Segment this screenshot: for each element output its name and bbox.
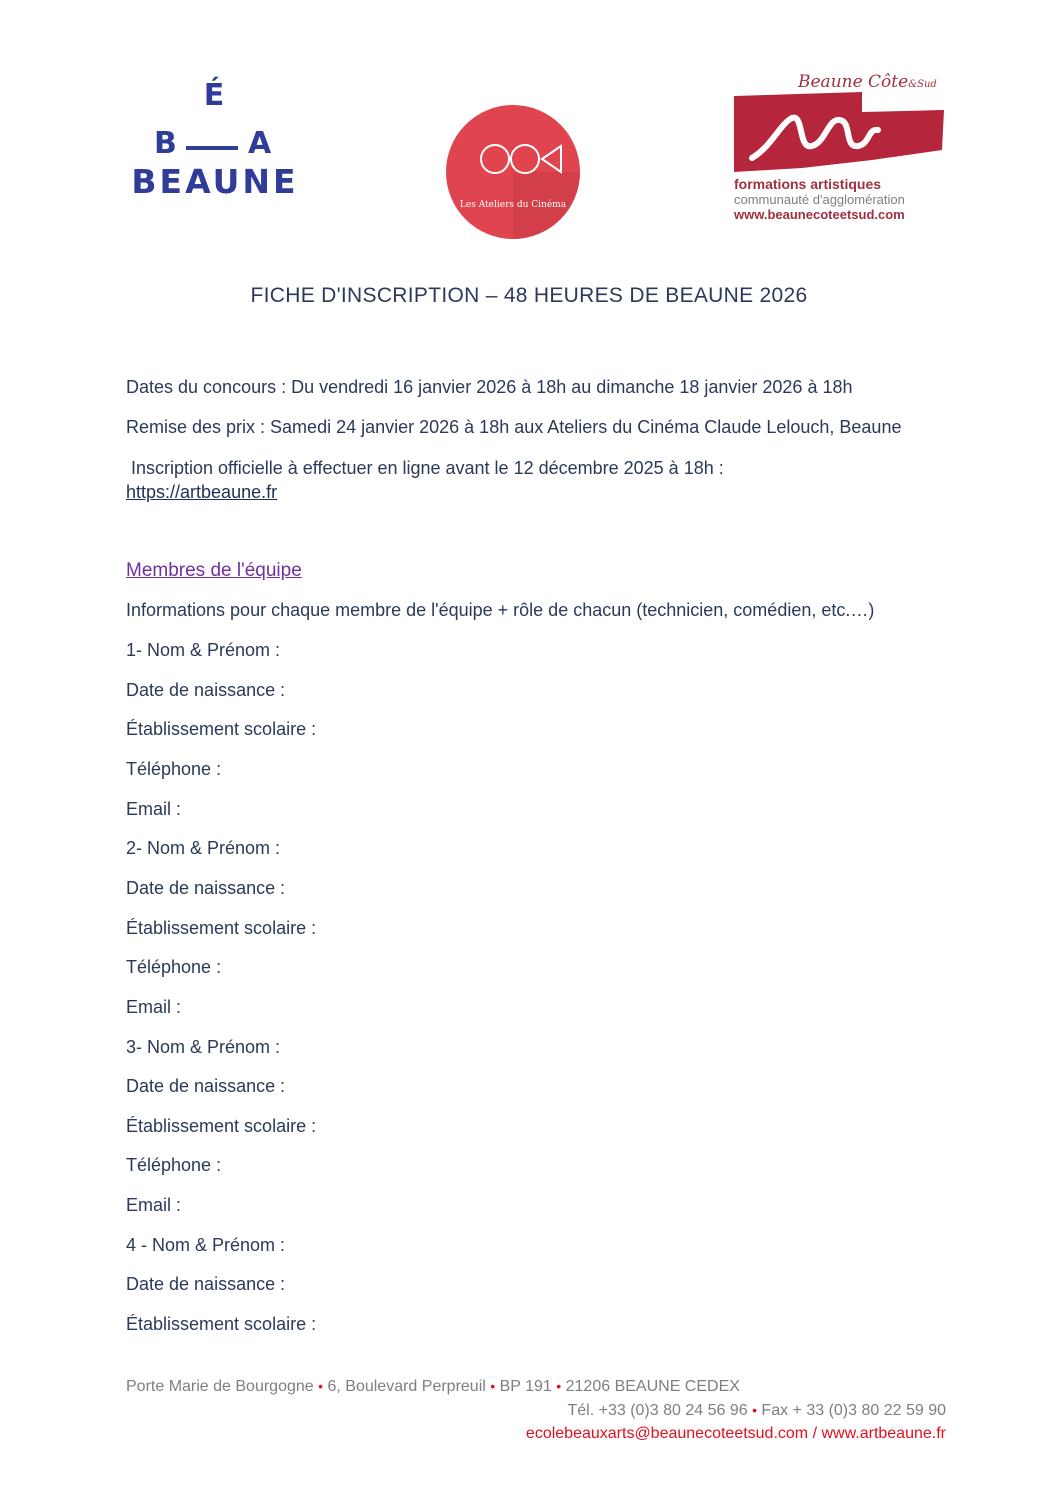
contest-dates: Dates du concours : Du vendredi 16 janvier 2026 à 18h au dimanche 18 janvier 2026 à 18h [126, 377, 853, 397]
bcs-line-3: www.beaunecoteetsud.com [734, 207, 905, 222]
footer-separator: / [812, 1425, 818, 1442]
bcs-brand-main: Beaune Côte [798, 72, 909, 92]
member-field-label: Date de naissance : [126, 1274, 286, 1294]
member-field-label: Établissement scolaire : [126, 719, 317, 739]
footer-tel: Tél. +33 (0)3 80 24 56 96 [567, 1402, 748, 1419]
member-field-label: Téléphone : [126, 1155, 222, 1175]
team-section-title: Membres de l'équipe [126, 560, 302, 581]
bcs-logo-graphic [732, 88, 947, 178]
footer-bullet-2: • [490, 1378, 496, 1394]
footer-web-link[interactable]: www.artbeaune.fr [821, 1425, 946, 1442]
member-field-label: Email : [126, 1195, 182, 1215]
footer-addr-4: 21206 BEAUNE CEDEX [565, 1378, 740, 1395]
prize-ceremony: Remise des prix : Samedi 24 janvier 2026 à 18h aux Ateliers du Cinéma Claude Lelouch, Beaune [126, 417, 902, 437]
member-field-label: Établissement scolaire : [126, 1314, 317, 1334]
member-field-label: Email : [126, 799, 182, 819]
member-field-label: Date de naissance : [126, 680, 286, 700]
footer-bullet-3: • [556, 1378, 562, 1394]
member-field-label: Téléphone : [126, 759, 222, 779]
footer-addr-2: 6, Boulevard Perpreuil [327, 1378, 486, 1395]
member-field-label: 4 - Nom & Prénom : [126, 1235, 286, 1255]
member-field-label: 2- Nom & Prénom : [126, 838, 281, 858]
eba-logo-accent: É [203, 78, 227, 113]
member-field-label: Date de naissance : [126, 1076, 286, 1096]
footer-address [126, 1378, 740, 1396]
eba-logo-a: A [248, 126, 272, 161]
page-title: FICHE D'INSCRIPTION – 48 HEURES DE BEAUNE 2026 [250, 284, 808, 307]
footer-addr-1: Porte Marie de Bourgogne [126, 1378, 314, 1395]
team-section-intro: Informations pour chaque membre de l'équipe + rôle de chacun (technicien, comédien, etc.…) [126, 600, 875, 620]
member-field-label: Email : [126, 997, 182, 1017]
footer-contact [526, 1425, 946, 1443]
registration-notice: Inscription officielle à effectuer en ligne avant le 12 décembre 2025 à 18h : [126, 458, 724, 478]
footer-email-link[interactable]: ecolebeauxarts@beaunecoteetsud.com [525, 1425, 809, 1442]
member-field-label: 1- Nom & Prénom : [126, 640, 281, 660]
ateliers-cinema-logo [445, 104, 581, 240]
member-field-label: Établissement scolaire : [126, 918, 317, 938]
beaune-cote-sud-logo [732, 68, 947, 228]
footer-bullet-4: • [752, 1402, 757, 1418]
member-field-label: Date de naissance : [126, 878, 286, 898]
eba-logo-dash [186, 146, 238, 150]
footer-bullet-1: • [318, 1378, 324, 1394]
registration-link[interactable]: https://artbeaune.fr [126, 482, 278, 502]
member-field-label: Téléphone : [126, 957, 222, 977]
eba-logo-b: B [154, 126, 177, 161]
cinema-logo-caption: Les Ateliers du Cinéma [459, 200, 567, 210]
member-field-label: 3- Nom & Prénom : [126, 1037, 281, 1057]
bcs-line-2: communauté d'agglomération [734, 192, 905, 207]
eba-logo-name: BEAUNE [131, 162, 299, 201]
member-field-label: Établissement scolaire : [126, 1116, 317, 1136]
footer-fax: Fax + 33 (0)3 80 22 59 90 [761, 1402, 946, 1419]
footer-phone [567, 1402, 946, 1420]
footer-addr-3: BP 191 [499, 1378, 552, 1395]
bcs-line-1: formations artistiques [734, 176, 882, 192]
bcs-brand-suffix: &Sud [908, 79, 937, 90]
cinema-logo-graphic [445, 104, 581, 240]
